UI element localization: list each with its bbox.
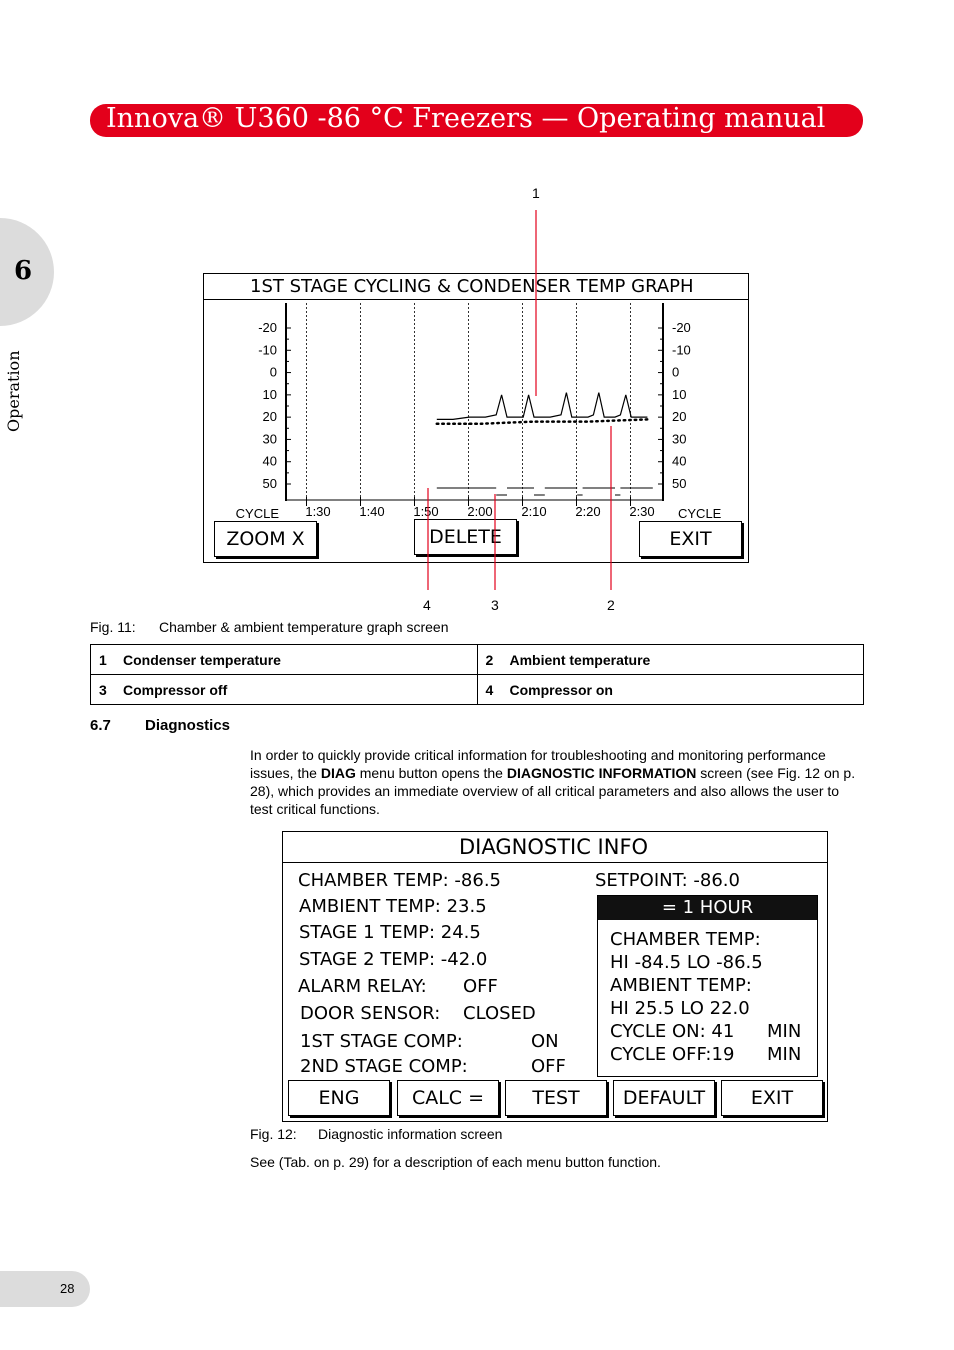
graph-screen-title: 1ST STAGE CYCLING & CONDENSER TEMP GRAPH [250,276,694,297]
door-sensor-value: CLOSED [463,1003,536,1024]
fig11-label: Fig. 11: [90,619,136,635]
alarm-relay-value: OFF [463,976,498,997]
table-row [91,645,864,675]
fig11-caption [90,619,449,635]
diagnostic-screen [282,831,828,1122]
page-number-tab [0,1271,90,1307]
y-tick-label-right: 20 [672,409,687,425]
y-tick-label-right: 50 [672,476,687,491]
x-tick-label: 2:20 [575,504,601,519]
chapter-number: 6 [14,256,33,286]
stage1-temp: STAGE 1 TEMP: 24.5 [299,922,481,943]
stage1-comp-value: ON [531,1031,559,1052]
table-row [91,675,864,705]
page-number: 28 [60,1281,75,1296]
legend-cell: 2 Ambient temperature [477,645,864,675]
y-axis-label-right: CYCLE [678,506,722,519]
y-tick-label-left: 10 [262,386,277,402]
section-title: Diagnostics [145,717,231,734]
stage2-comp-value: OFF [531,1056,566,1077]
y-tick-label-left: 40 [262,453,277,469]
stage1-comp-label: 1ST STAGE COMP: [300,1031,463,1052]
zoom-x-button[interactable]: ZOOM X [214,521,317,557]
delete-button[interactable]: DELETE [414,519,517,555]
diag-exit-button[interactable]: EXIT [721,1080,823,1116]
x-tick-label: 1:30 [305,504,331,519]
y-tick-label-left: 0 [269,364,277,380]
x-tick-label: 2:30 [629,504,655,519]
calc-button[interactable]: CALC = [397,1080,499,1116]
legend-cell: 3 Compressor off [91,675,478,705]
chamber-temp: CHAMBER TEMP: -86.5 [298,870,502,891]
callout-number-1: 1 [532,185,540,201]
section-number: 6.7 [90,717,111,734]
y-tick-label-left: -20 [258,320,277,335]
cycle-off-label: CYCLE OFF:19 [610,1044,735,1065]
panel-chamber-label: CHAMBER TEMP: [610,929,761,950]
y-tick-label-right: -10 [672,342,691,358]
cycle-off-unit: MIN [767,1044,802,1065]
fig12-caption [250,1126,503,1142]
fig12-text: Diagnostic information screen [318,1126,503,1142]
setpoint: SETPOINT: -86.0 [595,870,740,891]
section-heading [90,717,231,734]
callout-number-3: 3 [491,597,499,613]
callout-number-2: 2 [607,597,615,613]
x-tick-label: 1:40 [359,504,385,519]
x-tick-label: 1:50 [413,504,439,519]
legend-cell: 4 Compressor on [477,675,864,705]
eng-button[interactable]: ENG [288,1080,390,1116]
panel-chamber-hilo: HI -84.5 LO -86.5 [610,952,763,973]
callout-lines [0,0,954,620]
panel-ambient-label: AMBIENT TEMP: [610,975,752,996]
y-tick-label-right: -20 [672,320,691,335]
section-side-label: Operation [4,350,23,432]
test-button[interactable]: TEST [505,1080,607,1116]
fig12-label: Fig. 12: [250,1126,297,1142]
exit-button[interactable]: EXIT [639,521,742,557]
stage2-comp-label: 2ND STAGE COMP: [300,1056,468,1077]
cycle-on-label: CYCLE ON: 41 [610,1021,735,1042]
legend-table [90,644,864,705]
panel-ambient-hilo: HI 25.5 LO 22.0 [610,998,750,1019]
stage2-temp: STAGE 2 TEMP: -42.0 [299,949,488,970]
y-tick-label-right: 40 [672,453,687,469]
y-tick-label-right: 30 [672,431,687,447]
ambient-temp: AMBIENT TEMP: 23.5 [299,896,487,917]
y-tick-label-right: 0 [672,364,680,380]
y-tick-label-left: -10 [258,342,277,358]
see-note: See (Tab. on p. 29) for a description of each menu button function. [250,1154,661,1170]
hour-panel [597,895,818,1077]
y-tick-label-left: 50 [262,476,277,491]
header-title: Innova® U360 -86 °C Freezers — Operating manual [106,103,826,134]
diag-title: DIAGNOSTIC INFO [459,835,649,859]
y-tick-label-right: 10 [672,386,687,402]
door-sensor-label: DOOR SENSOR: [300,1003,441,1024]
diag-title-divider [283,862,827,863]
callout-number-4: 4 [423,597,431,613]
hour-panel-header: = 1 HOUR [598,896,817,920]
y-tick-label-left: 20 [262,409,277,425]
fig11-text: Chamber & ambient temperature graph screen [159,619,449,635]
y-tick-label-left: 30 [262,431,277,447]
cycle-on-unit: MIN [767,1021,802,1042]
alarm-relay-label: ALARM RELAY: [298,976,427,997]
legend-cell: 1 Condenser temperature [91,645,478,675]
x-tick-label: 2:10 [521,504,547,519]
default-button[interactable]: DEFAULT [613,1080,715,1116]
diagnostics-paragraph: In order to quickly provide critical information for troubleshooting and monitoring performance issues, the DIAG menu button opens the DIAGNOSTIC INFORMATION screen (see Fig. 12 on p. 28), which provides an immediate overview of all critical parameters and also allows the user to test critical functions. [250,747,856,817]
y-axis-label-left: CYCLE [235,506,279,519]
x-tick-label: 2:00 [467,504,493,519]
